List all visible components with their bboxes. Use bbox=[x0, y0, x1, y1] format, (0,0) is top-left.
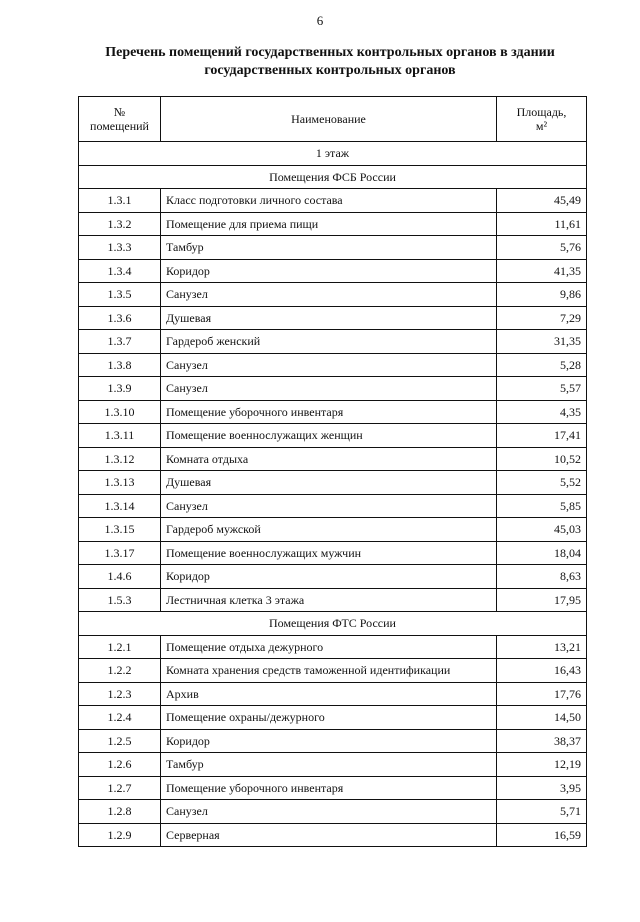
table-row bbox=[79, 659, 587, 683]
room-number: 1.3.7 bbox=[79, 330, 161, 354]
room-name: Помещение охраны/дежурного bbox=[161, 706, 497, 730]
room-number: 1.3.8 bbox=[79, 353, 161, 377]
room-number: 1.4.6 bbox=[79, 565, 161, 589]
table-row bbox=[79, 447, 587, 471]
room-area: 14,50 bbox=[497, 706, 587, 730]
room-number: 1.3.3 bbox=[79, 236, 161, 260]
room-area: 3,95 bbox=[497, 776, 587, 800]
room-name: Душевая bbox=[161, 471, 497, 495]
document-title-line-2: государственных контрольных органов bbox=[204, 63, 456, 78]
room-name: Помещение отдыха дежурного bbox=[161, 635, 497, 659]
room-number: 1.3.12 bbox=[79, 447, 161, 471]
room-name: Санузел bbox=[161, 800, 497, 824]
room-area: 4,35 bbox=[497, 400, 587, 424]
room-number: 1.2.5 bbox=[79, 729, 161, 753]
room-area: 16,59 bbox=[497, 823, 587, 847]
room-area: 41,35 bbox=[497, 259, 587, 283]
room-number: 1.2.3 bbox=[79, 682, 161, 706]
page-number: 6 bbox=[316, 13, 324, 28]
header-room-number bbox=[79, 97, 161, 142]
room-number: 1.2.6 bbox=[79, 753, 161, 777]
table-row bbox=[79, 682, 587, 706]
room-name: Душевая bbox=[161, 306, 497, 330]
header-room-number-line-1: № bbox=[113, 105, 126, 119]
room-number: 1.3.11 bbox=[79, 424, 161, 448]
room-name: Помещение военнослужащих женщин bbox=[161, 424, 497, 448]
section-row bbox=[79, 612, 587, 636]
room-area: 5,57 bbox=[497, 377, 587, 401]
room-name: Тамбур bbox=[161, 236, 497, 260]
table-row bbox=[79, 518, 587, 542]
room-number: 1.3.6 bbox=[79, 306, 161, 330]
table-row bbox=[79, 424, 587, 448]
room-name: Серверная bbox=[161, 823, 497, 847]
room-number: 1.3.4 bbox=[79, 259, 161, 283]
room-area: 5,85 bbox=[497, 494, 587, 518]
room-name: Санузел bbox=[161, 494, 497, 518]
room-name: Тамбур bbox=[161, 753, 497, 777]
table-row bbox=[79, 494, 587, 518]
table-row bbox=[79, 565, 587, 589]
room-number: 1.3.17 bbox=[79, 541, 161, 565]
table-row bbox=[79, 353, 587, 377]
table-row bbox=[79, 635, 587, 659]
room-area: 11,61 bbox=[497, 212, 587, 236]
table-row bbox=[79, 706, 587, 730]
room-area: 5,71 bbox=[497, 800, 587, 824]
room-name: Санузел bbox=[161, 377, 497, 401]
room-name: Коридор bbox=[161, 259, 497, 283]
room-area: 13,21 bbox=[497, 635, 587, 659]
room-area: 8,63 bbox=[497, 565, 587, 589]
room-name: Коридор bbox=[161, 565, 497, 589]
section-title: Помещения ФСБ России bbox=[79, 165, 587, 189]
table-row bbox=[79, 189, 587, 213]
header-room-number-line-2: помещений bbox=[90, 119, 149, 133]
header-room-area-line-2: м² bbox=[535, 119, 548, 133]
room-area: 16,43 bbox=[497, 659, 587, 683]
room-area: 38,37 bbox=[497, 729, 587, 753]
room-name: Коридор bbox=[161, 729, 497, 753]
document-title bbox=[60, 44, 600, 80]
room-area: 18,04 bbox=[497, 541, 587, 565]
floor-label: 1 этаж bbox=[79, 142, 587, 166]
room-name: Помещение для приема пищи bbox=[161, 212, 497, 236]
room-area: 17,41 bbox=[497, 424, 587, 448]
room-area: 45,03 bbox=[497, 518, 587, 542]
table-row bbox=[79, 729, 587, 753]
room-number: 1.2.2 bbox=[79, 659, 161, 683]
header-room-area-line-1: Площадь, bbox=[516, 105, 567, 119]
room-number: 1.3.2 bbox=[79, 212, 161, 236]
table-row bbox=[79, 283, 587, 307]
room-number: 1.5.3 bbox=[79, 588, 161, 612]
table-body bbox=[79, 142, 587, 847]
room-area: 9,86 bbox=[497, 283, 587, 307]
room-name: Санузел bbox=[161, 353, 497, 377]
table-row bbox=[79, 471, 587, 495]
table-row bbox=[79, 377, 587, 401]
room-name: Помещение военнослужащих мужчин bbox=[161, 541, 497, 565]
room-name: Архив bbox=[161, 682, 497, 706]
room-area: 5,52 bbox=[497, 471, 587, 495]
room-number: 1.2.7 bbox=[79, 776, 161, 800]
room-area: 17,95 bbox=[497, 588, 587, 612]
table-row bbox=[79, 541, 587, 565]
room-name: Гардероб женский bbox=[161, 330, 497, 354]
room-name: Класс подготовки личного состава bbox=[161, 189, 497, 213]
table-row bbox=[79, 588, 587, 612]
rooms-table bbox=[78, 96, 587, 847]
room-number: 1.3.13 bbox=[79, 471, 161, 495]
room-name: Санузел bbox=[161, 283, 497, 307]
table-row bbox=[79, 306, 587, 330]
room-number: 1.2.4 bbox=[79, 706, 161, 730]
table-row bbox=[79, 330, 587, 354]
room-number: 1.2.1 bbox=[79, 635, 161, 659]
table-row bbox=[79, 400, 587, 424]
room-area: 10,52 bbox=[497, 447, 587, 471]
room-number: 1.2.8 bbox=[79, 800, 161, 824]
room-name: Комната хранения средств таможенной идентификации bbox=[161, 659, 497, 683]
room-number: 1.3.14 bbox=[79, 494, 161, 518]
table-row bbox=[79, 212, 587, 236]
room-area: 17,76 bbox=[497, 682, 587, 706]
table-row bbox=[79, 236, 587, 260]
room-number: 1.2.9 bbox=[79, 823, 161, 847]
room-number: 1.3.1 bbox=[79, 189, 161, 213]
table-row bbox=[79, 259, 587, 283]
room-area: 31,35 bbox=[497, 330, 587, 354]
section-row bbox=[79, 165, 587, 189]
table-row bbox=[79, 776, 587, 800]
room-name: Помещение уборочного инвентаря bbox=[161, 776, 497, 800]
floor-row bbox=[79, 142, 587, 166]
room-area: 12,19 bbox=[497, 753, 587, 777]
room-area: 7,29 bbox=[497, 306, 587, 330]
room-number: 1.3.5 bbox=[79, 283, 161, 307]
room-area: 5,76 bbox=[497, 236, 587, 260]
table-row bbox=[79, 800, 587, 824]
header-room-name: Наименование bbox=[161, 97, 497, 142]
room-name: Гардероб мужской bbox=[161, 518, 497, 542]
room-name: Лестничная клетка 3 этажа bbox=[161, 588, 497, 612]
room-area: 5,28 bbox=[497, 353, 587, 377]
room-name: Помещение уборочного инвентаря bbox=[161, 400, 497, 424]
room-number: 1.3.15 bbox=[79, 518, 161, 542]
table-header-row bbox=[79, 97, 587, 142]
document-title-line-1: Перечень помещений государственных контрольных органов в здании bbox=[105, 45, 555, 60]
header-room-area bbox=[497, 97, 587, 142]
room-area: 45,49 bbox=[497, 189, 587, 213]
section-title: Помещения ФТС России bbox=[79, 612, 587, 636]
table-row bbox=[79, 753, 587, 777]
table-row bbox=[79, 823, 587, 847]
room-number: 1.3.10 bbox=[79, 400, 161, 424]
room-name: Комната отдыха bbox=[161, 447, 497, 471]
room-number: 1.3.9 bbox=[79, 377, 161, 401]
